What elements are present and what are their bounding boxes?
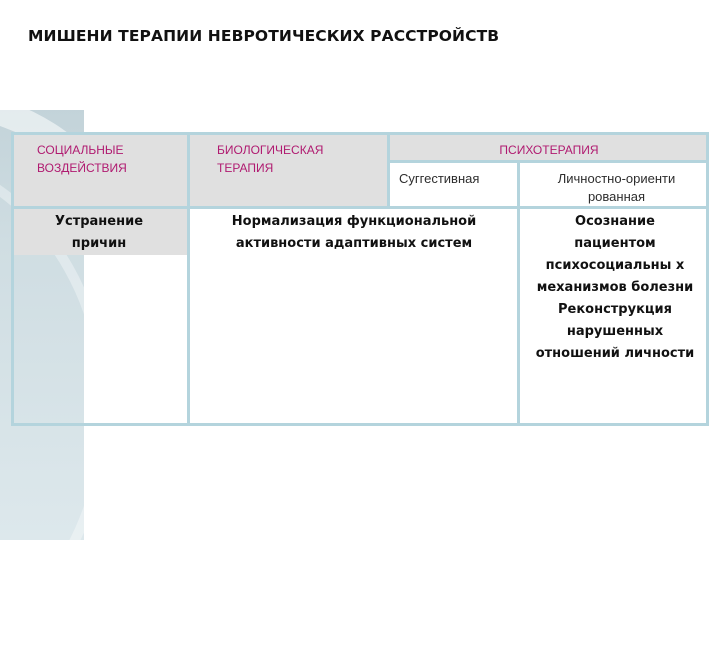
column-divider [187,132,190,426]
header-psychotherapy: ПСИХОТЕРАПИЯ [499,143,599,157]
header-social: СОЦИАЛЬНЫЕ ВОЗДЕЙСТВИЯ [37,143,127,175]
column-divider [387,132,390,208]
table-border-bottom [11,423,709,426]
table-border-left [11,132,14,426]
body-biological: Нормализация функциональной активности адаптивных систем [231,214,477,251]
subheader-personality-oriented: Личностно-ориенти рованная [520,164,709,208]
column-divider [517,160,520,426]
slide-title: МИШЕНИ ТЕРАПИИ НЕВРОТИЧЕСКИХ РАССТРОЙСТВ [28,27,500,45]
table-border-right [706,132,709,426]
title-area [0,0,720,110]
table-border-top [11,132,709,135]
header-biological: БИОЛОГИЧЕСКАЯ ТЕРАПИЯ [217,143,324,175]
header-divider [11,206,709,209]
therapy-targets-table [11,132,709,426]
body-social: Устранение причин [54,214,144,251]
body-personality-oriented: Осознание пациентом психосоциальны х механизмов болезни Реконструкция нарушенных отношений личности [535,214,695,361]
subheader-suggestive: Суггестивная [391,164,517,208]
psychotherapy-divider [389,160,709,163]
